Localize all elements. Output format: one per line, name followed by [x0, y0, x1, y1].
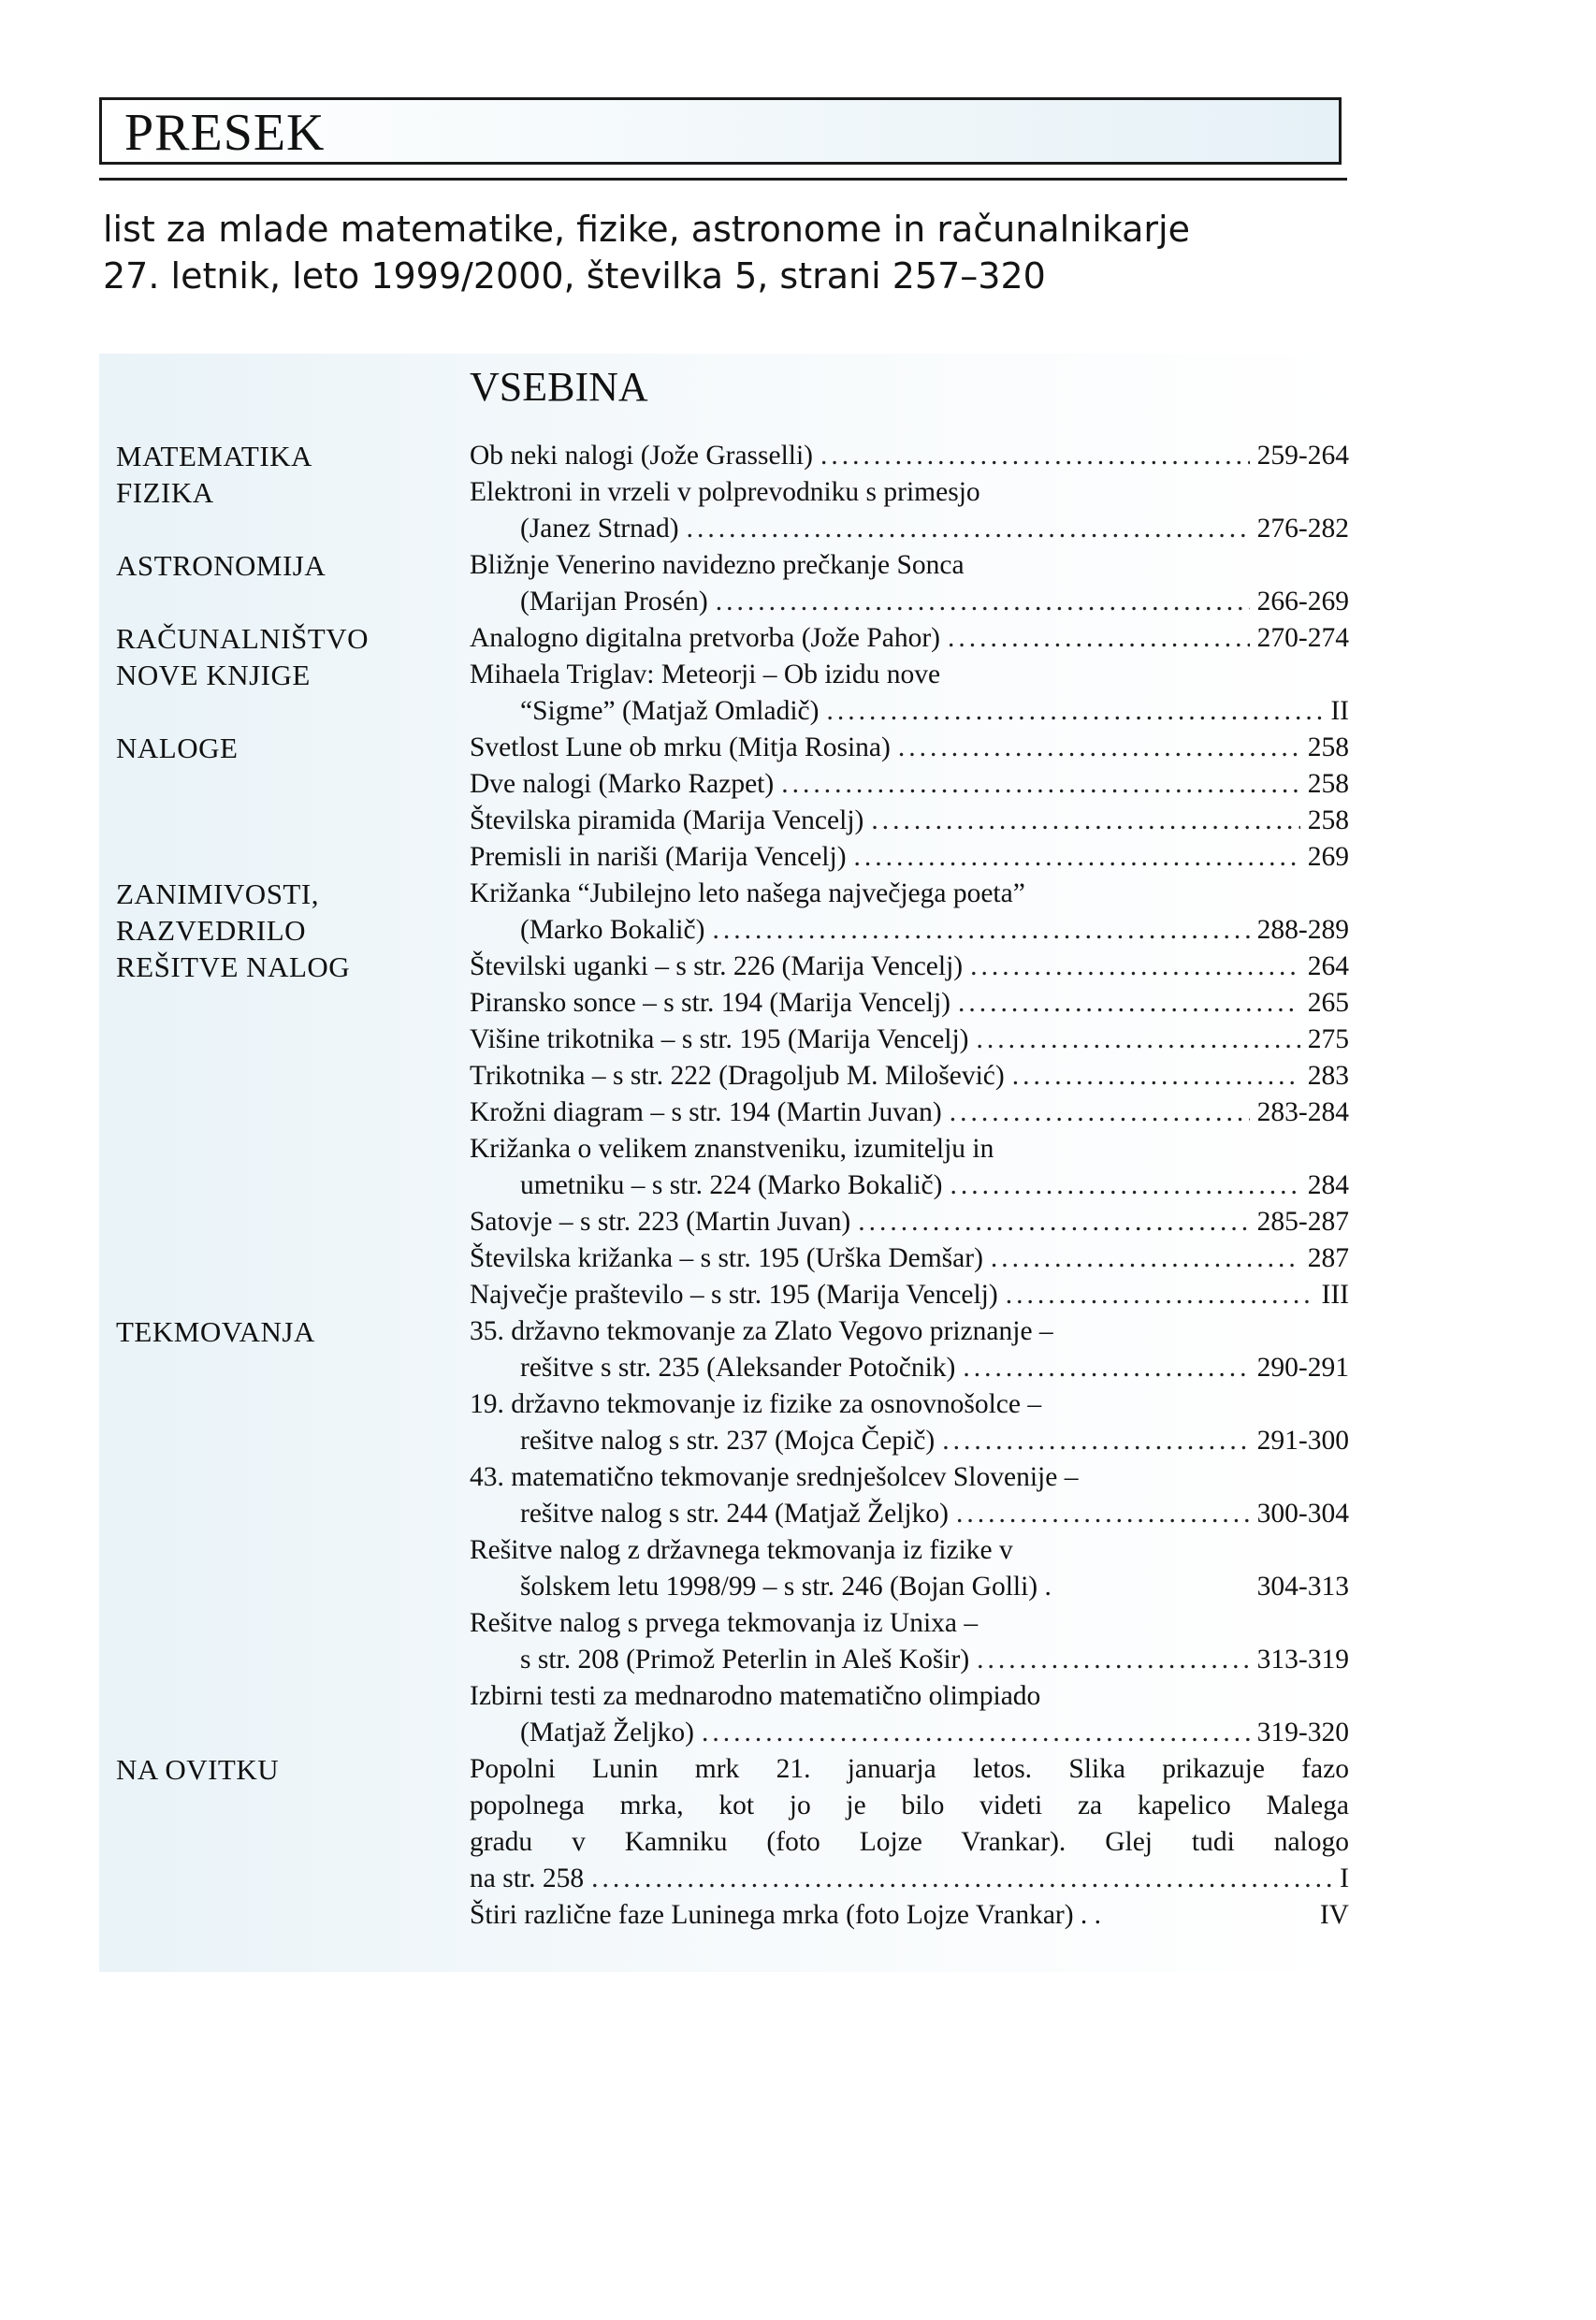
leader-dots — [958, 985, 1300, 1022]
entry-title: Številski uganki – s str. 226 (Marija Vencelj) — [470, 951, 964, 981]
leader-dots — [826, 693, 1323, 730]
entry-page: II — [1330, 696, 1349, 726]
contents-entry — [470, 1058, 1349, 1095]
contents-entry — [470, 949, 1349, 985]
leader-dots — [591, 1861, 1332, 1897]
section-racunalnistvo: RAČUNALNIŠTVO — [116, 622, 369, 655]
entry-page: 266-269 — [1256, 587, 1349, 616]
contents-entry — [470, 766, 1349, 803]
leader-dots — [970, 949, 1300, 985]
contents-entry — [470, 1386, 1349, 1423]
contents-entry — [470, 1423, 1349, 1459]
entry-title: Številska križanka – s str. 195 (Urška Demšar) — [470, 1243, 983, 1273]
entry-page: 283 — [1307, 1061, 1349, 1091]
entry-title: Mihaela Triglav: Meteorji – Ob izidu nove — [470, 660, 941, 689]
entry-title: (Janez Strnad) — [520, 514, 679, 544]
contents-entry — [470, 876, 1349, 912]
section-tekmovanja: TEKMOVANJA — [116, 1315, 315, 1348]
contents-entry — [470, 1131, 1349, 1167]
entry-page: 269 — [1307, 842, 1349, 872]
contents-entry — [470, 803, 1349, 839]
section-matematika: MATEMATIKA — [116, 440, 312, 472]
leader-dots — [948, 620, 1250, 657]
section-razvedrilo: RAZVEDRILO — [116, 914, 307, 947]
header-rule — [99, 178, 1347, 181]
contents-entry — [470, 1605, 1349, 1642]
contents-entry — [470, 547, 1349, 584]
entry-page: 287 — [1307, 1243, 1349, 1273]
contents-entry — [470, 1861, 1349, 1897]
contents-entry — [470, 620, 1349, 657]
leader-dots — [1006, 1277, 1314, 1313]
entry-title: Satovje – s str. 223 (Martin Juvan) — [470, 1207, 851, 1237]
entry-title: 35. državno tekmovanje za Zlato Vegovo priznanje – — [470, 1316, 1053, 1346]
subtitle-line-1: list za mlade matematike, fizike, astronome in računalnikarje — [103, 209, 1190, 250]
entry-title: Piransko sonce – s str. 194 (Marija Vencelj) — [470, 988, 950, 1018]
entry-page: 313-319 — [1256, 1645, 1349, 1675]
leader-dots — [1012, 1058, 1300, 1095]
entry-title: Križanka “Jubilejno leto našega največjega poeta” — [470, 878, 1025, 908]
contents-entry — [470, 839, 1349, 876]
entry-title: rešitve s str. 235 (Aleksander Potočnik) — [520, 1353, 956, 1383]
contents-entry — [470, 1715, 1349, 1751]
entry-page: 270-274 — [1256, 623, 1349, 653]
contents-entry — [470, 511, 1349, 547]
cover-description-line: Popolni Lunin mrk 21. januarja letos. Slika prikazuje fazo — [470, 1754, 1349, 1784]
entry-title: rešitve nalog s str. 237 (Mojca Čepič) — [520, 1426, 936, 1456]
entry-title: Premisli in nariši (Marija Vencelj) — [470, 842, 847, 872]
contents-entry — [470, 1350, 1349, 1386]
leader-dots — [942, 1423, 1249, 1459]
entry-title: Analogno digitalna pretvorba (Jože Pahor) — [470, 623, 940, 653]
leader-dots — [820, 438, 1250, 474]
entry-title: (Marijan Prosén) — [520, 587, 708, 616]
section-fizika: FIZIKA — [116, 476, 214, 509]
entry-title: Bližnje Venerino navidezno prečkanje Sonca — [470, 550, 965, 580]
entry-page: 258 — [1307, 732, 1349, 762]
entry-title: Višine trikotnika – s str. 195 (Marija Vencelj) — [470, 1024, 969, 1054]
entry-title: rešitve nalog s str. 244 (Matjaž Željko) — [520, 1499, 949, 1529]
leader-dots — [950, 1167, 1299, 1204]
entry-title: Številska piramida (Marija Vencelj) — [470, 805, 864, 835]
cover-description-line: gradu v Kamniku (foto Lojze Vrankar). Glej tudi nalogo — [470, 1827, 1349, 1857]
entry-page: 291-300 — [1256, 1426, 1349, 1456]
leader-dots — [854, 839, 1300, 876]
masthead — [99, 97, 1342, 165]
entry-page: 275 — [1307, 1024, 1349, 1054]
section-nove-knjige: NOVE KNJIGE — [116, 659, 311, 691]
contents-entry — [470, 474, 1349, 511]
entry-page: 264 — [1307, 951, 1349, 981]
entry-title: Trikotnika – s str. 222 (Dragoljub M. Milošević) — [470, 1061, 1005, 1091]
contents-entry — [470, 1313, 1349, 1350]
entry-title: šolskem letu 1998/99 – s str. 246 (Bojan Golli) . — [520, 1572, 1052, 1602]
entry-title: (Matjaž Željko) — [520, 1718, 694, 1747]
entry-page: 304-313 — [1256, 1572, 1349, 1602]
contents-entry — [470, 912, 1349, 949]
leader-dots — [956, 1496, 1250, 1532]
contents-entry — [470, 1095, 1349, 1131]
contents-entry — [470, 657, 1349, 693]
entry-title: umetniku – s str. 224 (Marko Bokalič) — [520, 1170, 943, 1200]
contents-entry — [470, 1277, 1349, 1313]
contents-entry — [470, 1642, 1349, 1678]
section-resitve-nalog: REŠITVE NALOG — [116, 950, 351, 983]
entry-page: 285-287 — [1256, 1207, 1349, 1237]
section-astronomija: ASTRONOMIJA — [116, 549, 326, 582]
contents-entry — [470, 730, 1349, 766]
entry-title: Ob neki nalogi (Jože Grasselli) — [470, 441, 814, 471]
entry-title: 43. matematično tekmovanje srednješolcev Slovenije – — [470, 1462, 1079, 1492]
contents-entry — [470, 1569, 1349, 1605]
contents-entry — [470, 584, 1349, 620]
entry-title: Dve nalogi (Marko Razpet) — [470, 769, 775, 799]
contents-list — [470, 438, 1349, 1934]
leader-dots — [898, 730, 1300, 766]
contents-entry — [470, 1496, 1349, 1532]
leader-dots — [977, 1642, 1250, 1678]
leader-dots — [963, 1350, 1249, 1386]
contents-entry — [470, 1897, 1349, 1934]
leader-dots — [950, 1095, 1250, 1131]
entry-title: na str. 258 — [470, 1863, 585, 1893]
entry-title: Križanka o velikem znanstveniku, izumitelju in — [470, 1134, 994, 1164]
entry-page: 283-284 — [1256, 1097, 1349, 1127]
section-zanimivosti: ZANIMIVOSTI, — [116, 877, 319, 910]
section-naloge: NALOGE — [116, 732, 239, 764]
entry-title: 19. državno tekmovanje iz fizike za osnovnošolce – — [470, 1389, 1042, 1419]
entry-page: IV — [1319, 1900, 1349, 1930]
entry-page: 258 — [1307, 769, 1349, 799]
entry-page: 300-304 — [1256, 1499, 1349, 1529]
leader-dots — [858, 1204, 1249, 1240]
contents-entry — [470, 693, 1349, 730]
leader-dots — [977, 1022, 1300, 1058]
contents-entry — [470, 1022, 1349, 1058]
section-na-ovitku: NA OVITKU — [116, 1753, 280, 1786]
subtitle-line-2: 27. letnik, leto 1999/2000, številka 5, strani 257–320 — [103, 255, 1046, 297]
leader-dots — [687, 511, 1250, 547]
entry-page: 276-282 — [1256, 514, 1349, 544]
entry-page: 284 — [1307, 1170, 1349, 1200]
entry-title: s str. 208 (Primož Peterlin in Aleš Košir) — [520, 1645, 970, 1675]
contents-entry — [470, 438, 1349, 474]
cover-description-line: popolnega mrka, kot jo je bilo videti za kapelico Malega — [470, 1791, 1349, 1820]
entry-title: Največje praštevilo – s str. 195 (Marija Vencelj) — [470, 1280, 998, 1310]
entry-title: Svetlost Lune ob mrku (Mitja Rosina) — [470, 732, 891, 762]
entry-page: III — [1321, 1280, 1349, 1310]
journal-title: PRESEK — [124, 104, 326, 162]
entry-page: I — [1340, 1863, 1349, 1893]
entry-title: (Marko Bokalič) — [520, 915, 705, 945]
leader-dots — [991, 1240, 1300, 1277]
leader-dots — [702, 1715, 1250, 1751]
leader-dots — [716, 584, 1250, 620]
contents-heading: VSEBINA — [470, 364, 648, 410]
contents-entry — [470, 1240, 1349, 1277]
entry-title: Elektroni in vrzeli v polprevodniku s primesjo — [470, 477, 980, 507]
contents-entry — [470, 1532, 1349, 1569]
leader-dots — [781, 766, 1300, 803]
contents-entry — [470, 1167, 1349, 1204]
entry-title: “Sigme” (Matjaž Omladič) — [520, 696, 820, 726]
entry-page: 259-264 — [1256, 441, 1349, 471]
leader-dots — [712, 912, 1249, 949]
entry-title: Štiri različne faze Luninega mrka (foto Lojze Vrankar) . . — [470, 1900, 1102, 1930]
entry-page: 265 — [1307, 988, 1349, 1018]
entry-page: 319-320 — [1256, 1718, 1349, 1747]
entry-title: Krožni diagram – s str. 194 (Martin Juvan) — [470, 1097, 942, 1127]
entry-title: Rešitve nalog z državnega tekmovanja iz fizike v — [470, 1535, 1013, 1565]
contents-entry — [470, 1204, 1349, 1240]
entry-page: 258 — [1307, 805, 1349, 835]
leader-dots — [871, 803, 1299, 839]
entry-title: Izbirni testi za mednarodno matematično olimpiado — [470, 1681, 1041, 1711]
contents-entry — [470, 1678, 1349, 1715]
contents-entry — [470, 1459, 1349, 1496]
entry-title: Rešitve nalog s prvega tekmovanja iz Unixa – — [470, 1608, 979, 1638]
entry-page: 288-289 — [1256, 915, 1349, 945]
entry-page: 290-291 — [1256, 1353, 1349, 1383]
contents-entry — [470, 985, 1349, 1022]
